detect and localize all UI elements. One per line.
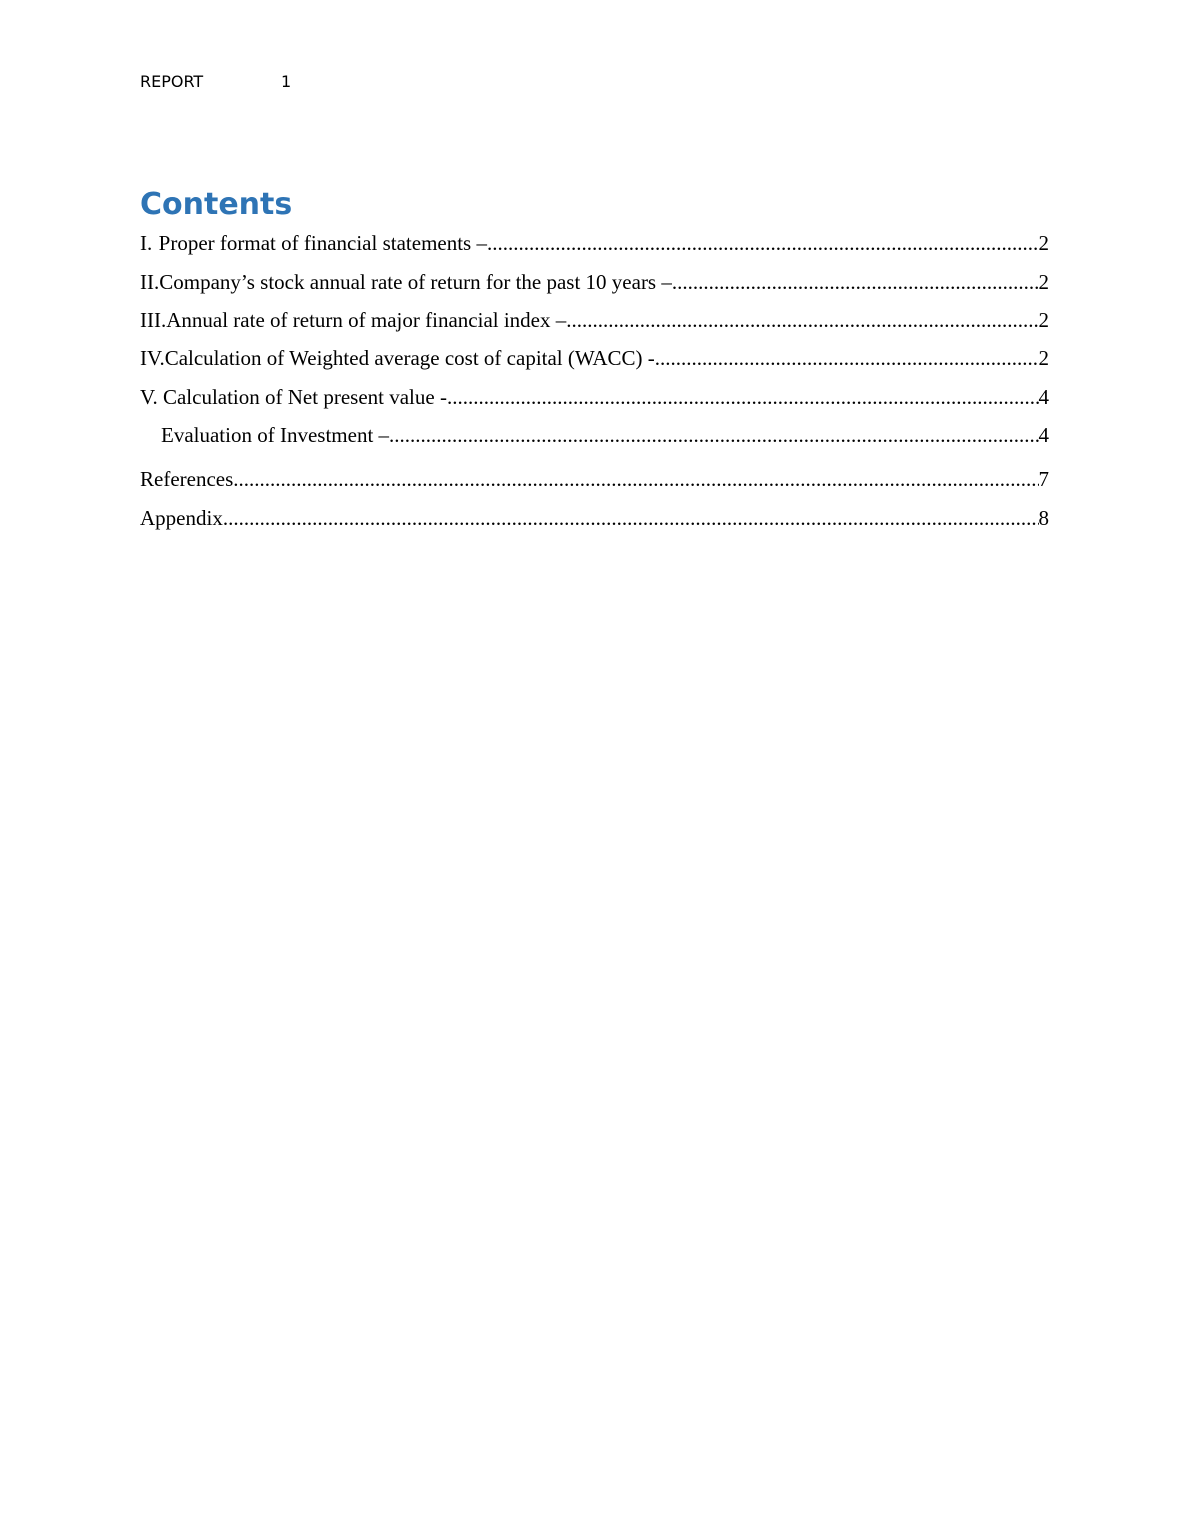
- toc-entry-page: 7: [1038, 467, 1049, 491]
- toc-entry-5[interactable]: [140, 385, 1049, 411]
- toc-entry-number: I.: [140, 231, 153, 255]
- toc-entry-label: Appendix: [140, 506, 223, 530]
- toc-entry-label: Calculation of Weighted average cost of capital (WACC) -: [164, 346, 655, 370]
- toc-entry-8[interactable]: [140, 506, 1049, 532]
- toc-dot-leader: [223, 506, 1039, 531]
- toc-entry-number: II.: [140, 270, 160, 294]
- toc-dot-leader: [447, 385, 1039, 410]
- toc-entry-label: References: [140, 467, 234, 491]
- toc-entry-page: 2: [1038, 231, 1049, 255]
- toc-entry-1[interactable]: [140, 231, 1049, 257]
- header-title: REPORT: [140, 72, 204, 91]
- toc-entry-label: Company’s stock annual rate of return for the past 10 years –: [159, 270, 672, 294]
- toc-entry-number: IV.: [140, 346, 165, 370]
- toc-entry-page: 2: [1038, 346, 1049, 370]
- toc-entry-page: 2: [1038, 308, 1049, 332]
- toc-entry-6[interactable]: [140, 423, 1049, 449]
- toc-entry-page: 2: [1038, 270, 1049, 294]
- toc-dot-leader: [487, 231, 1039, 256]
- toc-entry-label: Evaluation of Investment –: [161, 423, 390, 447]
- toc-entry-page: 8: [1038, 506, 1049, 530]
- toc-entry-page: 4: [1038, 423, 1049, 447]
- toc-entry-page: 4: [1038, 385, 1049, 409]
- toc-dot-leader: [389, 423, 1038, 448]
- toc-dot-leader: [566, 308, 1038, 333]
- toc-dot-leader: [655, 346, 1039, 371]
- toc-entry-label: V. Calculation of Net present value -: [140, 385, 447, 409]
- header-page-number: 1: [281, 72, 292, 91]
- toc-entry-2[interactable]: [140, 270, 1049, 296]
- toc-heading: Contents: [140, 187, 293, 222]
- toc-entry-4[interactable]: [140, 346, 1049, 372]
- toc-entry-7[interactable]: [140, 467, 1049, 493]
- toc-entry-3[interactable]: [140, 308, 1049, 334]
- toc-entry-label: Proper format of financial statements –: [158, 231, 487, 255]
- toc-entry-number: III.: [140, 308, 167, 332]
- toc-dot-leader: [672, 270, 1039, 295]
- page-header: [140, 72, 291, 91]
- toc-entry-label: Annual rate of return of major financial index –: [166, 308, 567, 332]
- toc-dot-leader: [233, 467, 1038, 492]
